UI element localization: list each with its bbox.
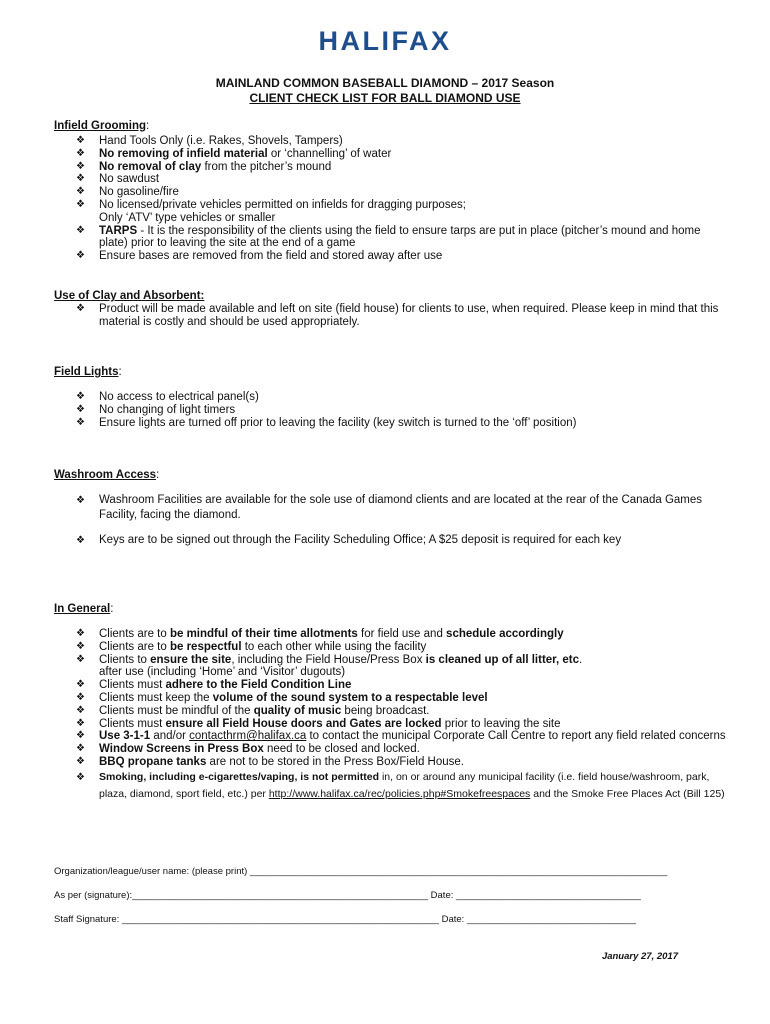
clay-list xyxy=(76,303,726,329)
diamond-bullet-icon: ❖ xyxy=(76,691,85,703)
list-item: ❖ No removal of clay from the pitcher’s mound xyxy=(76,160,332,173)
diamond-bullet-icon: ❖ xyxy=(76,730,85,742)
diamond-bullet-icon: ❖ xyxy=(76,640,85,652)
list-item: ❖ Clients are to be mindful of their time allotments for field use and schedule accordingly xyxy=(76,628,564,640)
list-item: ❖ Keys are to be signed out through the Facility Scheduling Office; A $25 deposit is required for each key xyxy=(76,534,622,546)
diamond-bullet-icon: ❖ xyxy=(76,198,85,210)
section-title: Field Lights xyxy=(54,366,119,378)
diamond-bullet-icon: ❖ xyxy=(76,135,85,146)
diamond-bullet-icon: ❖ xyxy=(76,717,85,729)
list-item: ❖ Washroom Facilities are available for the sole use of diamond clients and are located at the rear of the Canada Games Facility, facing the diamond. xyxy=(76,494,703,521)
diamond-bullet-icon: ❖ xyxy=(76,224,85,236)
lights-list xyxy=(76,391,726,429)
diamond-bullet-icon: ❖ xyxy=(76,755,85,767)
smoke-free-policy-link[interactable]: http://www.halifax.ca/rec/policies.php#Smokefreespaces xyxy=(268,787,531,800)
general-list xyxy=(76,628,726,803)
list-item: ❖ Clients must ensure all Field House doors and Gates are locked prior to leaving the site xyxy=(76,717,561,730)
diamond-bullet-icon: ❖ xyxy=(76,771,85,783)
diamond-bullet-icon: ❖ xyxy=(76,250,85,262)
section-title: Infield Grooming xyxy=(54,120,146,132)
list-item: ❖ Use 3-1-1 and/or contacthrm@halifax.ca to contact the municipal Corporate Call Centre to report any field related concerns xyxy=(76,730,726,743)
list-item: ❖ No changing of light timers xyxy=(76,403,236,416)
staff-signature-line[interactable]: Staff Signature: ____________________________________________________________ Date: ________________________________ xyxy=(54,914,637,925)
list-item: ❖ No gasoline/fire xyxy=(76,186,179,199)
diamond-bullet-icon: ❖ xyxy=(76,403,85,415)
diamond-bullet-icon: ❖ xyxy=(76,653,85,665)
diamond-bullet-icon: ❖ xyxy=(76,173,85,185)
infield-list xyxy=(76,135,726,263)
list-item: ❖ TARPS - It is the responsibility of the clients using the field to ensure tarps are put in place (pitcher’s mound and home plate) prior to leaving the site at the end of a game xyxy=(76,224,701,250)
washroom-list xyxy=(76,493,726,548)
section-in-general: In General: xyxy=(54,603,114,615)
halifax-logo: HALIFAX xyxy=(318,26,452,56)
list-item: ❖ Window Screens in Press Box need to be closed and locked. xyxy=(76,743,420,756)
diamond-bullet-icon: ❖ xyxy=(76,679,85,691)
organization-name-line[interactable]: Organization/league/user name: (please print) _______________________________________________________________________________ xyxy=(54,866,668,877)
diamond-bullet-icon: ❖ xyxy=(76,186,85,198)
diamond-bullet-icon: ❖ xyxy=(76,303,85,314)
diamond-bullet-icon: ❖ xyxy=(76,160,85,172)
diamond-bullet-icon: ❖ xyxy=(76,704,85,716)
list-item: ❖ No removing of infield material or ‘channelling’ of water xyxy=(76,147,392,160)
document-title: MAINLAND COMMON BASEBALL DIAMOND – 2017 Season xyxy=(215,76,555,90)
list-item: ❖ Clients to ensure the site, including the Field House/Press Box is cleaned up of all litter, etc. after use (including ‘Home’ and ‘Visitor’ dugouts) xyxy=(76,653,583,679)
list-item: ❖ No licensed/private vehicles permitted on infields for dragging purposes; Only ‘ATV’ type vehicles or smaller xyxy=(76,198,466,224)
section-title: In General xyxy=(54,603,111,615)
list-item: ❖ Ensure bases are removed from the field and stored away after use xyxy=(76,250,443,263)
document-header xyxy=(0,76,770,106)
section-washroom-access: Washroom Access: xyxy=(54,469,160,481)
document-subtitle: CLIENT CHECK LIST FOR BALL DIAMOND USE xyxy=(249,91,521,105)
diamond-bullet-icon: ❖ xyxy=(76,416,85,428)
diamond-bullet-icon: ❖ xyxy=(76,743,85,755)
diamond-bullet-icon: ❖ xyxy=(76,495,85,506)
section-title: Washroom Access xyxy=(54,469,157,481)
list-item: ❖ Clients are to be respectful to each other while using the facility xyxy=(76,640,427,653)
contact-email-link[interactable]: contacthrm@halifax.ca xyxy=(189,730,307,743)
diamond-bullet-icon: ❖ xyxy=(76,535,85,546)
diamond-bullet-icon: ❖ xyxy=(76,628,85,639)
list-item: ❖ Ensure lights are turned off prior to leaving the facility (key switch is turned to the ‘off’ position) xyxy=(76,416,577,429)
section-infield-grooming: Infield Grooming: xyxy=(54,120,150,132)
list-item: ❖ Clients must keep the volume of the sound system to a respectable level xyxy=(76,691,488,704)
diamond-bullet-icon: ❖ xyxy=(76,147,85,159)
list-item: ❖ Clients must adhere to the Field Condition Line xyxy=(76,679,352,692)
section-title: Use of Clay and Absorbent: xyxy=(54,290,205,302)
list-item: ❖ Clients must be mindful of the quality of music being broadcast. xyxy=(76,704,430,717)
list-item: ❖ BBQ propane tanks are not to be stored in the Press Box/Field House. xyxy=(76,755,464,768)
diamond-bullet-icon: ❖ xyxy=(76,391,85,402)
document-date: January 27, 2017 xyxy=(601,951,678,962)
section-field-lights: Field Lights: xyxy=(54,366,122,378)
list-item: ❖ No access to electrical panel(s) xyxy=(76,391,259,403)
section-clay-absorbent xyxy=(54,290,204,302)
list-item: ❖ Smoking, including e-cigarettes/vaping, is not permitted in, on or around any municipal facility (i.e. field house/washroom, park, plaza, diamond, sport field, etc.) per http://www.halifax.ca/rec/policies.php#Smokefreespaces and the Smoke Free Places Act (Bill 125) xyxy=(76,770,725,800)
as-per-signature-line[interactable]: As per (signature):________________________________________________________ Date: ___________________________________ xyxy=(54,890,641,901)
list-item: ❖ Product will be made available and left on site (field house) for clients to use, when required. Please keep in mind that this material is costly and should be used appropriately. xyxy=(76,303,719,328)
list-item: ❖ No sawdust xyxy=(76,173,160,186)
list-item: ❖ Hand Tools Only (i.e. Rakes, Shovels, Tampers) xyxy=(76,135,343,147)
